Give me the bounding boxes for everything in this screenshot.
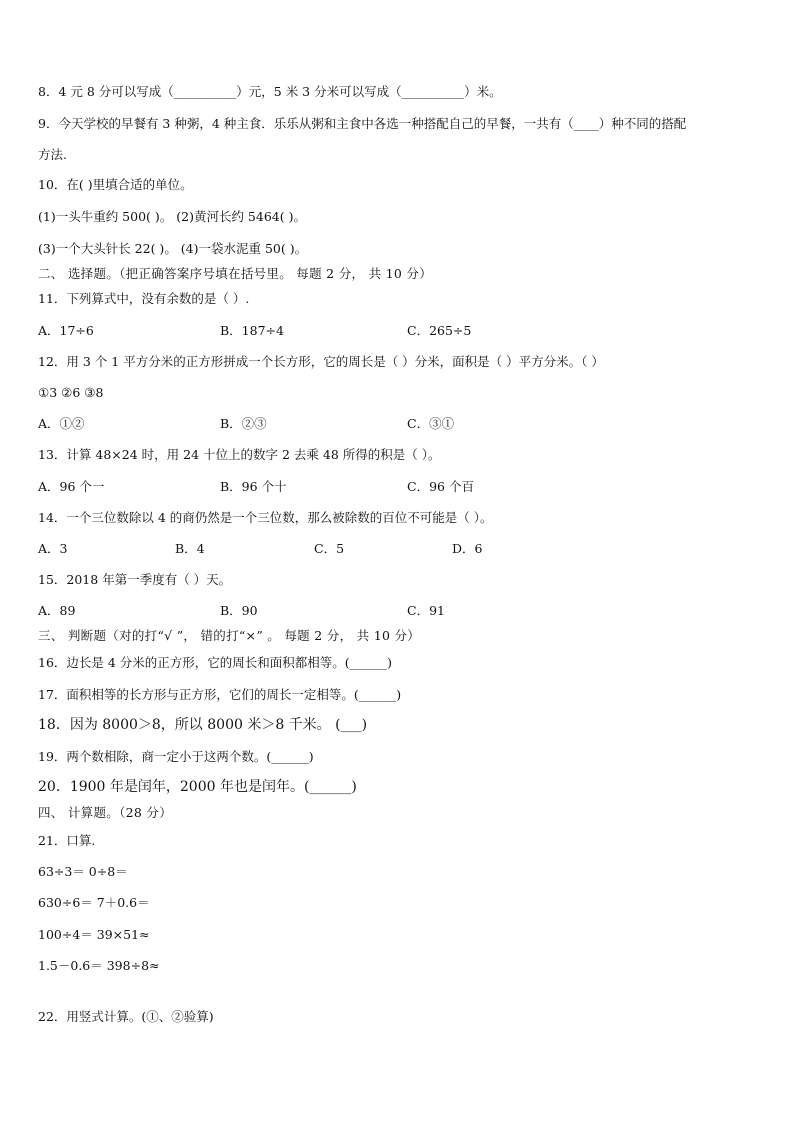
mental-math-row-1: 63÷3＝ 0÷8＝: [38, 864, 128, 879]
option-c: C．③①: [407, 416, 455, 431]
mental-math-row-2: 630÷6＝ 7＋0.6＝: [38, 895, 150, 910]
question-9-continued: 方法.: [38, 147, 67, 162]
question-16: 16．边长是 4 分米的正方形，它的周长和面积都相等。(______): [38, 655, 393, 670]
option-b: B．187÷4: [220, 323, 284, 338]
option-b: B．4: [175, 541, 205, 556]
section-2-heading: 二、 选择题。（把正确答案序号填在括号里。 每题 2 分， 共 10 分）: [38, 266, 433, 281]
option-a: A．17÷6: [38, 323, 94, 338]
question-20: 20．1900 年是闰年，2000 年也是闰年。(______): [38, 779, 357, 795]
question-10-parts-3-4: (3)一个大头针长 22( )。 (4)一袋水泥重 50( )。: [38, 241, 308, 256]
section-3-heading: 三、 判断题（对的打“√ ”， 错的打“×” 。 每题 2 分， 共 10 分）: [38, 628, 421, 643]
question-17: 17．面积相等的长方形与正方形，它们的周长一定相等。(______): [38, 687, 402, 702]
option-b: B．96 个十: [220, 479, 287, 494]
question-19: 19．两个数相除，商一定小于这两个数。(______): [38, 749, 314, 764]
question-9: 9．今天学校的早餐有 3 种粥，4 种主食．乐乐从粥和主食中各选一种搭配自己的早餐，一共有（____）种不同的搭配: [38, 116, 687, 131]
mental-math-row-4: 1.5－0.6＝ 398÷8≈: [38, 958, 160, 973]
option-b: B．②③: [220, 416, 267, 431]
question-10-parts-1-2: (1)一头牛重约 500( )。 (2)黄河长约 5464( )。: [38, 209, 306, 224]
option-c: C．91: [407, 603, 445, 618]
question-21: 21．口算.: [38, 833, 96, 848]
option-a: A．96 个一: [38, 479, 105, 494]
option-a: A．3: [38, 541, 68, 556]
question-14: 14．一个三位数除以 4 的商仍然是一个三位数，那么被除数的百位不可能是（ ）。: [38, 510, 493, 525]
question-15: 15．2018 年第一季度有（ ）天。: [38, 572, 232, 587]
option-d: D．6: [452, 541, 483, 556]
question-8: 8．4 元 8 分可以写成（__________）元，5 米 3 分米可以写成（__________）米。: [38, 84, 502, 99]
option-a: A．89: [38, 603, 76, 618]
question-10: 10．在( )里填合适的单位。: [38, 177, 193, 192]
question-22: 22．用竖式计算。(①、②验算): [38, 1009, 214, 1024]
question-11: 11．下列算式中，没有余数的是（ ）.: [38, 291, 250, 306]
option-a: A．①②: [38, 416, 85, 431]
option-c: C．5: [314, 541, 345, 556]
option-c: C．265÷5: [407, 323, 472, 338]
mental-math-row-3: 100÷4＝ 39×51≈: [38, 927, 150, 942]
question-18: 18．因为 8000＞8，所以 8000 米＞8 千米。 (___): [38, 717, 368, 733]
option-b: B．90: [220, 603, 258, 618]
question-12-items: ①3 ②6 ③8: [38, 385, 104, 400]
question-13: 13．计算 48×24 时，用 24 十位上的数字 2 去乘 48 所得的积是（ ）。: [38, 447, 441, 462]
question-12: 12．用 3 个 1 平方分米的正方形拼成一个长方形，它的周长是（ ）分米，面积是（ ）平方分米。（ ）: [38, 354, 604, 369]
section-4-heading: 四、 计算题。（28 分）: [38, 805, 173, 820]
option-c: C．96 个百: [407, 479, 474, 494]
